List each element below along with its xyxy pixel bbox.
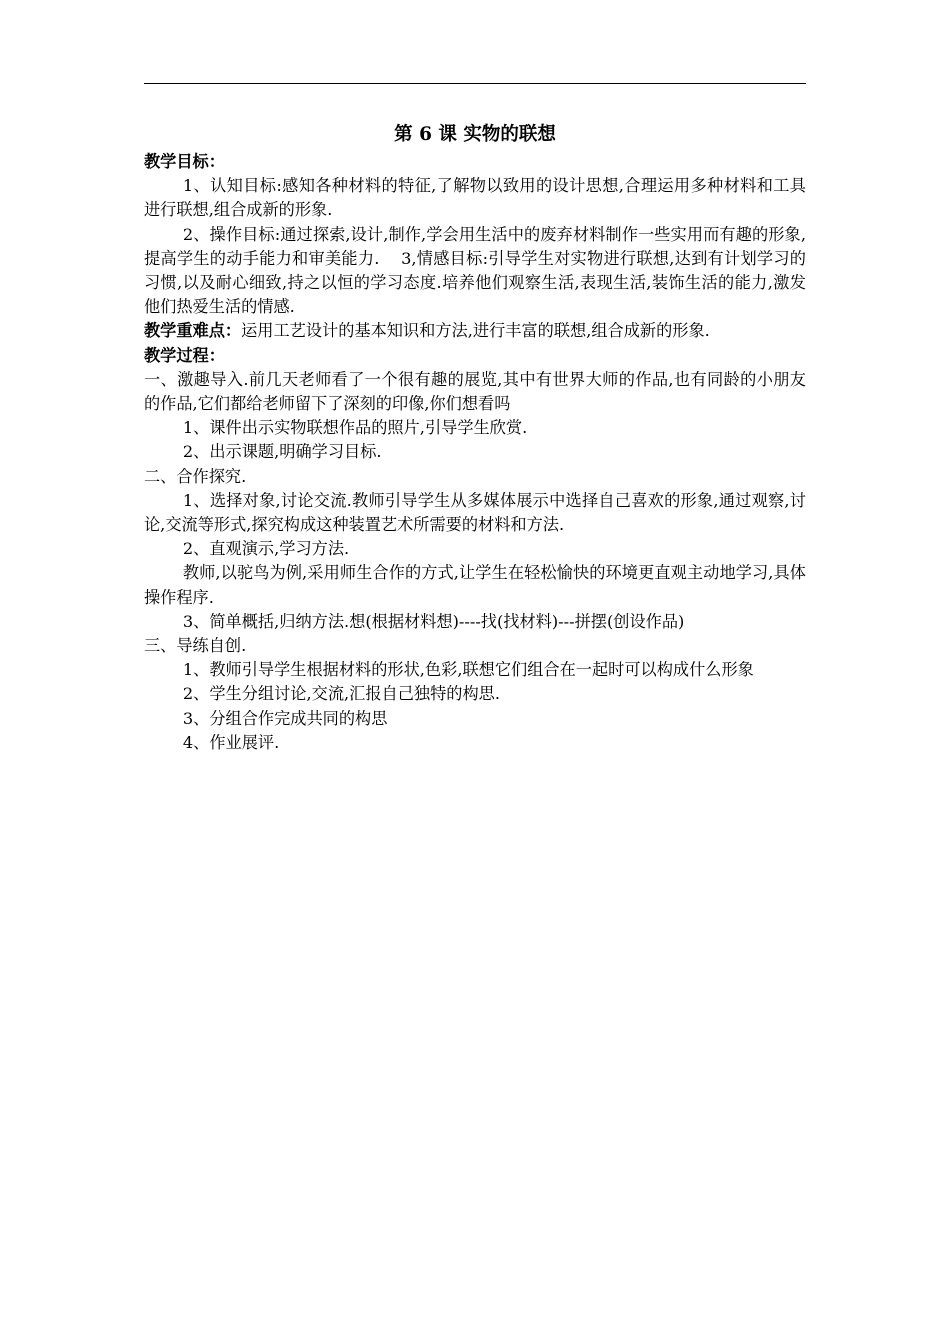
objectives-heading: 教学目标： xyxy=(144,152,225,171)
section-1-item-1: 1、课件出示实物联想作品的照片,引导学生欣赏. xyxy=(182,418,528,438)
objective-1: 1、认知目标:感知各种材料的特征,了解物以致用的设计思想,合理运用多种材料和工具进行联想,组合成新的形象. xyxy=(144,176,806,220)
key-points-heading: 教学重难点： xyxy=(144,321,242,341)
section-1-item-2: 2、出示课题,明确学习目标. xyxy=(182,442,382,462)
section-3-item-2: 2、学生分组讨论,交流,汇报自己独特的构思. xyxy=(182,684,500,704)
key-points-text: 运用工艺设计的基本知识和方法,进行丰富的联想,组合成新的形象. xyxy=(241,321,710,341)
section-1-title: 一、激趣导入.前几天老师看了一个很有趣的展览,其中有世界大师的作品,也有同龄的小朋友的作品,它们都给老师留下了深刻的印像,你们想看吗 xyxy=(144,369,806,414)
document-body xyxy=(144,120,806,755)
header-rule xyxy=(144,83,806,84)
key-points-paragraph xyxy=(144,319,806,343)
objective-2: 2、操作目标:通过探索,设计,制作,学会用生活中的废弃材料制作一些实用而有趣的形象,提高学生的动手能力和审美能力. 3,情感目标:引导学生对实物进行联想,达到有计划学习的习惯,以及耐心细致,持之以恒的学习态度.培养他们观察生活,表现生活,装饰生活的能力,激发他们热爱生活的情感. xyxy=(144,224,806,317)
section-2-item-2: 2、直观演示,学习方法. xyxy=(182,539,350,559)
section-2-title: 二、合作探究. xyxy=(144,466,247,486)
section-2-item-3: 教师,以驼鸟为例,采用师生合作的方式,让学生在轻松愉快的环境更直观主动地学习,具体操作程序. xyxy=(144,563,806,607)
section-2-item-1: 1、选择对象,讨论交流.教师引导学生从多媒体展示中选择自己喜欢的形象,通过观察,讨论,交流等形式,探究构成这种装置艺术所需要的材料和方法. xyxy=(144,490,806,535)
section-2-item-4: 3、简单概括,归纳方法.想(根据材料想)----找(找材料)---拼摆(创设作品) xyxy=(182,611,685,631)
lesson-title: 第 6 课 实物的联想 xyxy=(394,124,556,145)
section-3-item-1: 1、教师引导学生根据材料的形状,色彩,联想它们组合在一起时可以构成什么形象 xyxy=(182,660,754,680)
section-3-item-4: 4、作业展评. xyxy=(182,732,280,752)
process-heading: 教学过程： xyxy=(144,345,225,365)
section-3-title: 三、导练自创. xyxy=(144,636,247,656)
section-3-item-3: 3、分组合作完成共同的构思 xyxy=(182,708,388,728)
